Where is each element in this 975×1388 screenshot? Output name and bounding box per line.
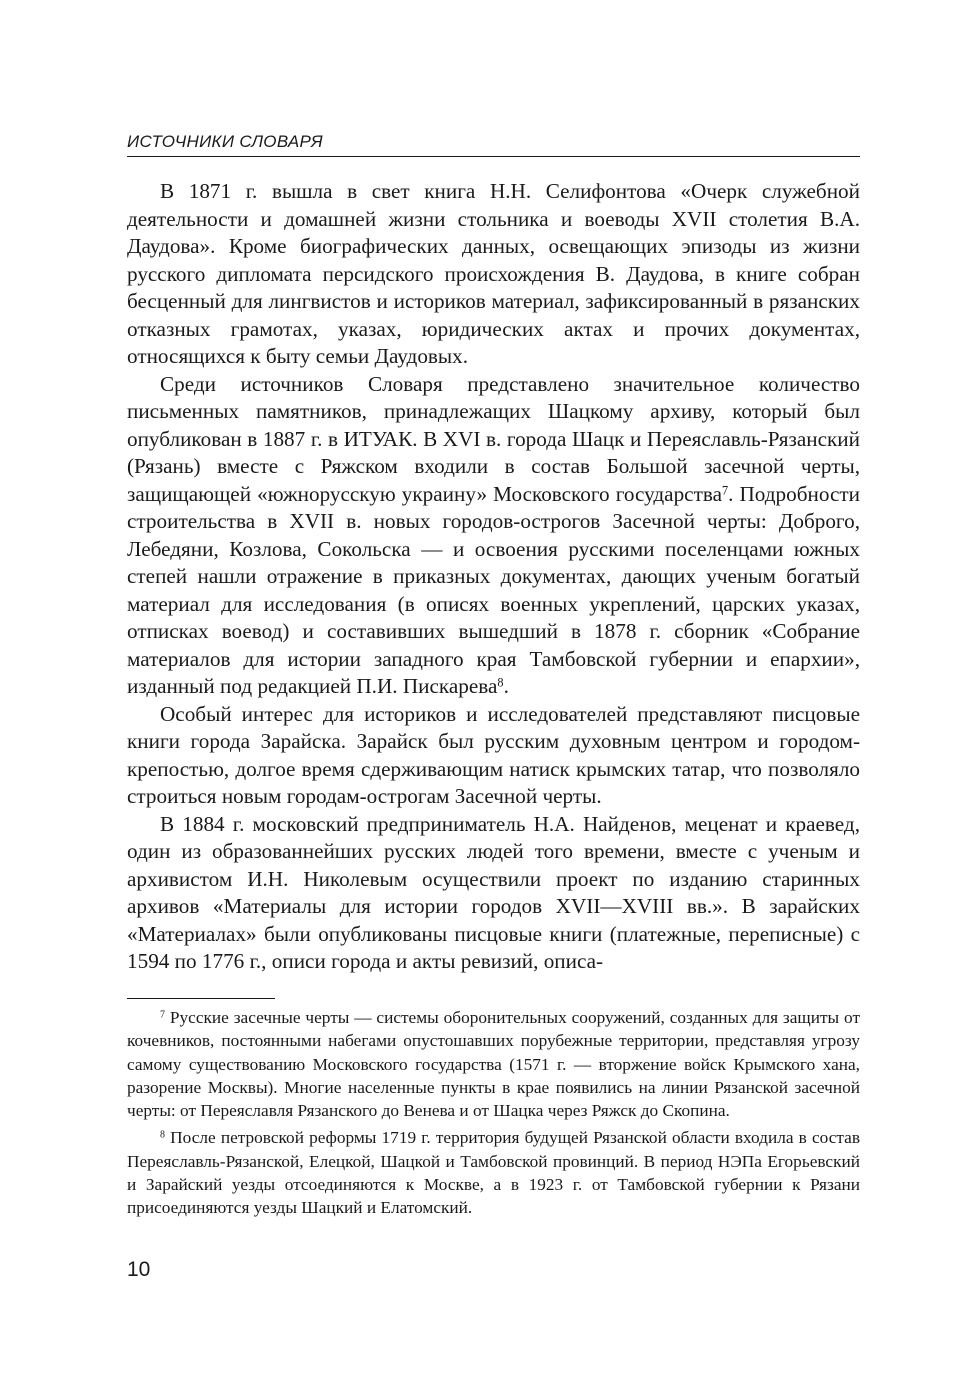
- main-text: [127, 178, 860, 976]
- paragraph-2-part-2: . Подробности строительства в XVII в. новых городов-острогов Засечной черты: Доброго, Лебедяни, Козлова, Сокольска — и освоения русскими поселенцами южных степей нашли отражение в приказных документах, дающих ученым богатый материал для исследования (в описях военных укреплений, царских указах, отписках воевод) и составивших вышедший в 1878 г. сборник «Собрание материалов для истории западного края Тамбовской губернии и епархии», изданный под редакцией П.И. Пискарева: [127, 481, 860, 698]
- footnote-8: [127, 1126, 860, 1219]
- footnote-ref-7[interactable]: 7: [721, 482, 729, 497]
- paragraph-2: [127, 371, 860, 701]
- footnote-ref-8[interactable]: 8: [497, 675, 504, 690]
- paragraph-3: Особый интерес для историков и исследователей представляют писцовые книги города Зарайска. Зарайск был русским духовным центром и городом-крепостью, долгое время сдерживающим натиск крымских татар, что позволяло строиться новым городам-острогам Засечной черты.: [127, 701, 860, 808]
- paragraph-2-part-1: Среди источников Словаря представлено значительное количество письменных памятников, принадлежащих Шацкому архиву, который был опубликован в 1887 г. в ИТУАК. В XVI в. города Шацк и Переяславль-Рязанский (Рязань) вместе с Ряжском входили в состав Большой засечной черты, защищающей «южнорусскую украину» Московского государства: [127, 371, 860, 506]
- running-header-title: ИСТОЧНИКИ СЛОВАРЯ: [127, 132, 323, 151]
- footnotes: [127, 1006, 860, 1220]
- running-header: [127, 132, 860, 157]
- footnote-8-text: После петровской реформы 1719 г. территория будущей Рязанской области входила в состав Переяславль-Рязанской, Елецкой, Шацкой и Тамбовской провинций. В период НЭПа Егорьевский и Зарайский уезды отсоединяются к Москве, а в 1923 г. от Тамбовской губернии к Рязани присоединяются уезды Шацкий и Елатомский.: [127, 1128, 860, 1218]
- footnote-7: [127, 1006, 860, 1122]
- paragraph-4: В 1884 г. московский предприниматель Н.А. Найденов, меценат и краевед, один из образованнейших русских людей того времени, вместе с ученым и архивистом И.Н. Николевым осуществили проект по изданию старинных архивов «Материалы для истории городов XVII—XVIII вв.». В зарайских «Материалах» были опубликованы писцовые книги (платежные, переписные) с 1594 по 1776 г., описи города и акты ревизий, описа-: [127, 811, 860, 973]
- paragraph-1: В 1871 г. вышла в свет книга Н.Н. Селифонтова «Очерк служебной деятельности и домашней жизни стольника и воеводы XVII столетия В.А. Даудова». Кроме биографических данных, освещающих эпизоды из жизни русского дипломата персидского происхождения В. Даудова, в книге собран бесценный для лингвистов и историков материал, зафиксированный в рязанских отказных грамотах, указах, юридических актах и прочих документах, относящихся к быту семьи Даудовых.: [127, 179, 860, 368]
- footnote-7-text: Русские засечные черты — системы оборонительных сооружений, созданных для защиты от кочевников, постоянными набегами опустошавших порубежные территории, представляя угрозу самому существованию Московского государства (1571 г. — вторжение войск Крымского хана, разорение Москвы). Многие населенные пункты в крае появились на линии Рязанской засечной черты: от Переяславля Рязанского до Венева и от Шацка через Ряжск до Скопина.: [127, 1008, 860, 1121]
- page-number: 10: [127, 1258, 151, 1281]
- paragraph-2-part-3: .: [503, 674, 509, 698]
- footnote-marker-7: 7: [160, 1009, 166, 1021]
- footnote-separator: [127, 998, 275, 999]
- footnote-marker-8: 8: [160, 1129, 166, 1141]
